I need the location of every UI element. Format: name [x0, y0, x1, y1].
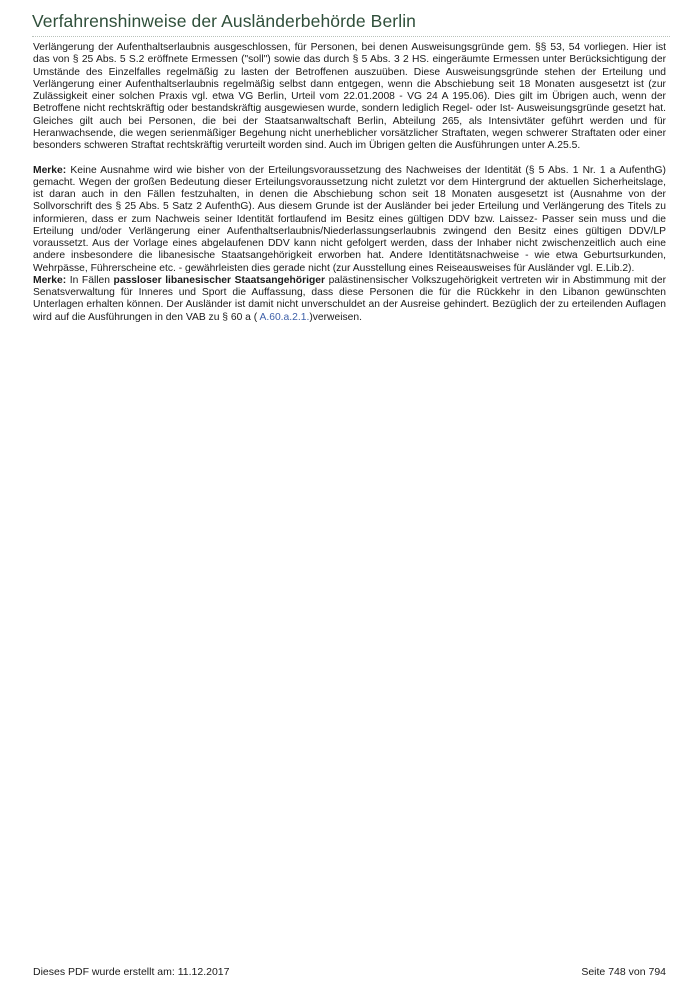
- merke-label: Merke:: [33, 164, 67, 176]
- document-body: [33, 42, 666, 324]
- paragraph-merke-identitaet: [33, 165, 666, 275]
- footer-created-date: Dieses PDF wurde erstellt am: 11.12.2017: [33, 966, 230, 978]
- footer-page-number: Seite 748 von 794: [581, 966, 666, 978]
- paragraph-ausweisungsgruende: Verlängerung der Aufenthaltserlaubnis ausgeschlossen, für Personen, bei denen Ausweisungsgründe gem. §§ 53, 54 vorliegen. Hier ist das von § 25 Abs. 5 S.2 eröffnete Ermessen ("soll") sowie das durch § 5 Abs. 3 2 HS. eingeräumte Ermessen unter Berücksichtigung der Umstände des Einzelfalles regelmäßig zu lasten der Betroffenen auszuüben. Diese Ausweisungsgründe stehen der Erteilung und Verlängerung einer Aufenthaltserlaubnis regelmäßig selbst dann entgegen, wenn die Abschiebung seit 18 Monaten ausgesetzt ist (zur Zulässigkeit einer solchen Praxis vgl. etwa VG Berlin, Urteil vom 22.01.2008 - VG 24 A 195.06). Dies gilt im Übrigen auch, wenn der Betroffene nicht rechtskräftig oder bestandskräftig ausgewiesen wurde, sondern lediglich Regel- oder Ist- Ausweisungsgründe gesetzt hat. Gleiches gilt auch bei Personen, die bei der Staatsanwaltschaft Berlin, Abteilung 265, als Intensivtäter geführt werden und für Heranwachsende, die wegen serienmäßiger Begehung nicht unerheblicher vorsätzlicher Straftaten, wegen schwerer Straftaten oder einer besonders schweren Straftat rechtskräftig verurteilt worden sind. Auch im Übrigen gelten die Ausführungen unter A.25.5.: [33, 42, 666, 151]
- paragraph-merke-passlos: [33, 275, 666, 324]
- merke-label: Merke:: [33, 274, 67, 286]
- merke-passlos-end: )verweisen.: [309, 311, 362, 323]
- page-title: Verfahrenshinweise der Ausländerbehörde Berlin: [32, 11, 417, 31]
- vab-60a-link[interactable]: A.60.a.2.1.: [257, 311, 310, 323]
- title-divider: [32, 36, 670, 37]
- merke-identitaet-text: Keine Ausnahme wird wie bisher von der Erteilungsvoraussetzung des Nachweises der Identität (§ 5 Abs. 1 Nr. 1 a AufenthG) gemacht. Wegen der großen Bedeutung dieser Erteilungsvoraussetzung nicht zuletzt vor dem Hintergrund der aktuellen Sicherheitslage, ist daran auch in den Fällen festzuhalten, in denen die Abschiebung schon seit 18 Monaten ausgesetzt ist (Ausnahme von der Sollvorschrift des § 25 Abs. 5 Satz 2 AufenthG). Aus diesem Grunde ist der Ausländer bei jeder Erteilung und Verlängerung des Titels zu informieren, dass er zum Nachweis seiner Identität fortlaufend im Besitz eines gültigen DDV bzw. Laissez- Passer sein muss und die Erteilung und/oder Verlängerung einer Aufenthaltserlaubnis/Niederlassungserlaubnis zwingend den Besitz eines gültigen DDV/LP voraussetzt. Aus der Vorlage eines abgelaufenen DDV kann nicht gefolgert werden, dass der Inhaber nicht zwischenzeitlich auch eine andere insbesondere die libanesische Staatsangehörigkeit erworben hat. Andere Identitätsnachweise - wie etwa Geburtsurkunden, Wehrpässe, Führerscheine etc. - gewährleisten dies gerade nicht (zur Ausstellung eines Reiseausweises für Ausländer vgl. E.Lib.2).: [33, 164, 666, 274]
- passlose-libanesen-emphasis: passloser libanesischer Staatsangehöriger: [113, 274, 325, 286]
- merke-passlos-text: palästinensischer Volkszugehörigkeit vertreten wir in Abstimmung mit der Senatsverwaltung für Inneres und Sport die Auffassung, dass diese Personen die für die Rückkehr in den Libanon gewünschten Unterlagen erhalten können. Der Ausländer ist damit nicht unverschuldet an der Ausreise gehindert. Bezüglich der zu erteilenden Auflagen wird auf die Ausführungen in den VAB zu § 60 a (: [33, 274, 667, 323]
- merke-passlos-intro: In Fällen: [66, 274, 114, 286]
